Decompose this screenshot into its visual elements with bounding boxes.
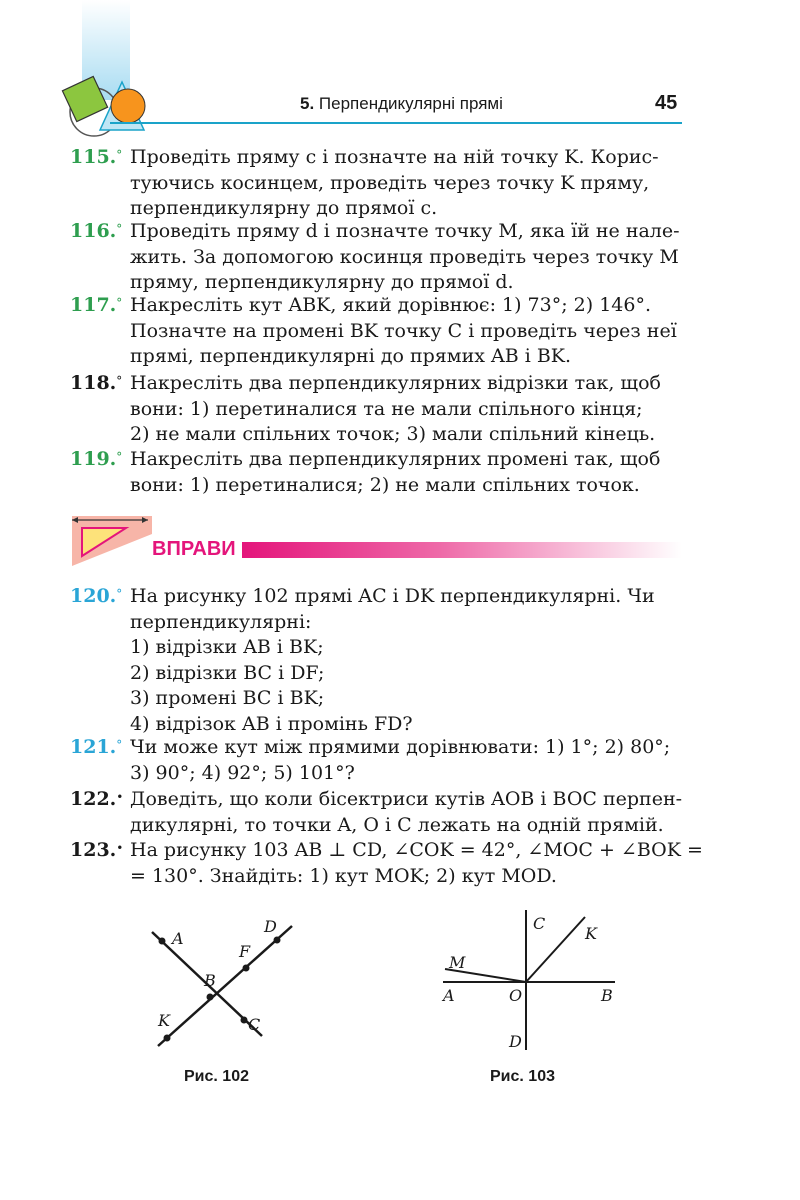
fig102-label-B: B bbox=[204, 971, 216, 990]
difficulty-mark: • bbox=[116, 790, 124, 804]
difficulty-mark: ° bbox=[116, 222, 123, 236]
fig103-label-K: K bbox=[585, 924, 597, 943]
problem-line: Доведіть, що коли бісектриси кутів AOB і BOC перпен- bbox=[130, 788, 683, 810]
exercises-title: ВПРАВИ bbox=[152, 538, 236, 560]
running-title bbox=[300, 94, 503, 114]
problem-line: 2) не мали спільних точок; 3) мали спільний кінець. bbox=[130, 423, 656, 445]
fig103-label-O: O bbox=[509, 986, 523, 1005]
problem-line: На рисунку 103 AB ⊥ CD, ∠COK = 42°, ∠MOC + ∠BOK = bbox=[130, 839, 703, 861]
problem-line: Проведіть пряму d і позначте точку M, яка їй не нале- bbox=[130, 220, 680, 242]
fig103-label-A: A bbox=[443, 986, 455, 1005]
problem-line: Чи може кут між прямими дорівнювати: 1) 1°; 2) 80°; bbox=[130, 736, 671, 758]
fig102-label-K: K bbox=[158, 1011, 170, 1030]
figure-103 bbox=[435, 905, 625, 1055]
difficulty-mark: ° bbox=[116, 374, 123, 388]
problem-line: 3) 90°; 4) 92°; 5) 101°? bbox=[130, 761, 355, 784]
figure-102-caption: Рис. 102 bbox=[184, 1068, 249, 1085]
problem-number: 115. bbox=[70, 146, 117, 168]
problem-number: 122. bbox=[70, 788, 117, 810]
problem-line: 3) промені BC і BK; bbox=[130, 687, 325, 709]
problem-number: 119. bbox=[70, 448, 117, 470]
problem-line: дикулярні, то точки A, O і C лежать на одній прямій. bbox=[130, 813, 664, 836]
section-number: 5. bbox=[300, 94, 315, 113]
problem-122 bbox=[70, 787, 700, 838]
fig102-label-D: D bbox=[264, 917, 277, 936]
header-shapes-icon bbox=[60, 70, 160, 140]
fig103-label-D: D bbox=[509, 1032, 522, 1051]
fig102-label-C: C bbox=[248, 1015, 261, 1034]
problem-line: Накресліть два перпендикулярних промені так, щоб bbox=[130, 448, 661, 470]
fig103-label-M: M bbox=[449, 953, 466, 972]
problem-line: 2) відрізки BC і DF; bbox=[130, 661, 325, 684]
problem-119 bbox=[70, 447, 700, 498]
problem-number: 120. bbox=[70, 585, 117, 607]
exercises-band bbox=[242, 542, 682, 558]
problem-number: 123. bbox=[70, 839, 117, 861]
exercises-ruler-icon bbox=[68, 506, 158, 568]
fig102-label-A: A bbox=[172, 929, 184, 948]
problem-line: перпендикулярну до прямої c. bbox=[130, 197, 438, 219]
difficulty-mark: ° bbox=[116, 587, 123, 601]
problem-line: На рисунку 102 прямі AC і DK перпендикулярні. Чи bbox=[130, 585, 655, 607]
problem-117 bbox=[70, 293, 700, 370]
problem-line: Позначте на промені BK точку C і проведіть через неї bbox=[130, 319, 677, 342]
problem-line: вони: 1) перетиналися; 2) не мали спільних точок. bbox=[130, 473, 640, 496]
problem-line: туючись косинцем, проведіть через точку K пряму, bbox=[130, 171, 650, 194]
problem-number: 116. bbox=[70, 220, 117, 242]
difficulty-mark: ° bbox=[116, 450, 123, 464]
difficulty-mark: ° bbox=[116, 738, 123, 752]
problem-123 bbox=[70, 838, 703, 889]
problem-line: Накресліть кут ABK, який дорівнює: 1) 73°; 2) 146°. bbox=[130, 294, 652, 316]
problem-115 bbox=[70, 145, 700, 222]
problem-116 bbox=[70, 219, 700, 296]
problem-line: = 130°. Знайдіть: 1) кут MOK; 2) кут MOD. bbox=[130, 864, 557, 887]
problem-line: 1) відрізки AB і BK; bbox=[130, 636, 324, 658]
page-number: 45 bbox=[655, 92, 678, 114]
problem-121 bbox=[70, 735, 700, 786]
problem-line: перпендикулярні: bbox=[130, 610, 312, 633]
difficulty-mark: • bbox=[116, 841, 124, 855]
fig102-label-F: F bbox=[239, 942, 251, 961]
problem-number: 118. bbox=[70, 372, 117, 394]
fig103-label-B: B bbox=[601, 986, 613, 1005]
problem-number: 117. bbox=[70, 294, 117, 316]
problem-line: Накресліть два перпендикулярних відрізки так, щоб bbox=[130, 372, 661, 394]
problem-line: Проведіть пряму c і позначте на ній точку K. Корис- bbox=[130, 146, 659, 168]
problem-line: жить. За допомогою косинця проведіть через точку M bbox=[130, 245, 679, 268]
problem-line: вони: 1) перетиналися та не мали спільного кінця; bbox=[130, 397, 643, 420]
section-title: Перпендикулярні прямі bbox=[318, 94, 503, 113]
problem-line: прямі, перпендикулярні до прямих AB і BK. bbox=[130, 345, 572, 367]
problem-line: 4) відрізок AB і промінь FD? bbox=[130, 712, 413, 735]
difficulty-mark: ° bbox=[116, 148, 123, 162]
figure-102 bbox=[140, 910, 310, 1060]
problem-118 bbox=[70, 371, 700, 448]
header-rule bbox=[110, 122, 682, 124]
problem-120 bbox=[70, 584, 700, 737]
problem-number: 121. bbox=[70, 736, 117, 758]
problem-line: пряму, перпендикулярну до прямої d. bbox=[130, 271, 514, 293]
difficulty-mark: ° bbox=[116, 296, 123, 310]
figure-103-caption: Рис. 103 bbox=[490, 1068, 555, 1085]
fig103-label-C: C bbox=[533, 914, 546, 933]
